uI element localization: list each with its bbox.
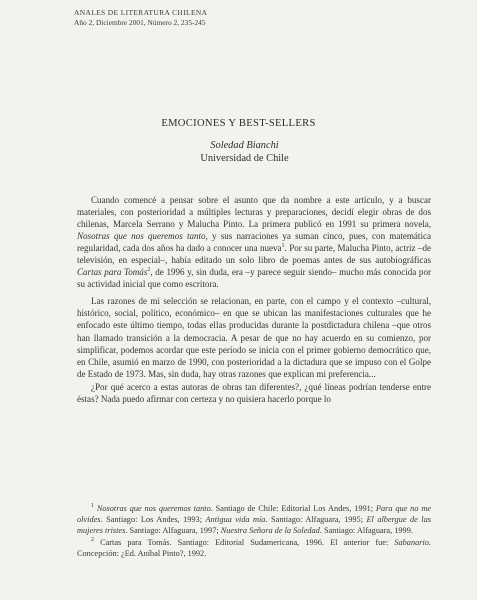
text-run: . Santiago: Alfaguara, 1997;	[125, 526, 221, 536]
running-header	[74, 8, 207, 27]
footnote-number: 2	[91, 536, 94, 543]
text-run: . Concepción: ¿Ed. Aníbal Pinto?, 1992.	[77, 537, 431, 558]
journal-name: ANALES DE LITERATURA CHILENA	[74, 8, 208, 17]
text-run: Cuando comencé a pensar sobre el asunto que da nombre a este artículo, y a buscar materiales, con posterioridad a múltiples lecturas y preparaciones, decidí elegir obras de dos chilenas, Marcela Serrano y Malucha Pinto. La primera publicó en 1991 su primera novela,	[77, 195, 431, 230]
text-run: . Por su parte, Malucha Pinto, actriz –de televisión, en especial–, había editado un solo libro de poemas antes de sus autobiográficas	[77, 243, 431, 266]
article-title: EMOCIONES Y BEST-SELLERS	[161, 118, 316, 129]
italic-title: Cartas para Tomás	[77, 267, 148, 278]
italic-title: Nosotras que nos queremos tanto	[77, 231, 206, 242]
italic-title: Antigua vida mía	[205, 515, 266, 525]
footnote-number: 1	[91, 503, 94, 510]
text-run: . Santiago de Chile: Editorial Los Andes, 1991;	[210, 504, 376, 513]
footnote-ref-2[interactable]: 2	[147, 267, 151, 274]
issue-info: Año 2, Diciembre 2001, Número 2, 235-245	[74, 17, 206, 27]
text-run: . Santiago: Alfaguara, 1999.	[319, 526, 413, 536]
footnote-ref-1[interactable]: 1	[281, 243, 285, 250]
article-author: Soledad Bianchi	[210, 140, 279, 151]
italic-title: Nuestra Señora de la Soledad	[220, 526, 320, 536]
author-affiliation: Universidad de Chile	[200, 153, 289, 164]
footnote-2	[77, 537, 431, 559]
footnotes	[77, 503, 431, 559]
italic-title: El albergue de las mujeres tristes	[77, 515, 431, 536]
paragraph-1	[77, 194, 431, 290]
article-body	[77, 194, 431, 406]
paragraph-2: Las razones de mi selección se relacionan, en parte, con el campo y el contexto –cultural, histórico, social, político, económico– en que se ubican las manifestaciones culturales que he enfocado este último tiempo, todas ellas producidas durante la postdictadura chilena –que otros han llamado transición a la democracia. A pesar de que no hay acuerdo en su comienzo, por simplificar, podemos acordar que este período se inicia con el primer gobierno democrático que, en Chile, asumió en marzo de 1990, con posterioridad a la dictadura que se impuso con el Golpe de Estado de 1973. Mas, sin duda, hay otras razones que explican mi preferencia...	[77, 296, 431, 379]
text-run: . Santiago: Los Andes, 1993;	[100, 515, 206, 525]
italic-title: Nosotras que nos queremos tanto	[96, 504, 211, 513]
text-run: Cartas para Tomás. Santiago: Editorial Sudamericana, 1996. El anterior fue:	[100, 537, 395, 547]
text-run: . Santiago: Alfaguara, 1995;	[265, 515, 367, 525]
italic-title: Para que no me olvides	[77, 504, 432, 525]
footnote-1	[77, 503, 431, 537]
text-run: , y sus narraciones ya suman cinco, pues, con matemática regularidad, cada dos años ha dado a conocer una nueva	[77, 231, 431, 254]
text-run: , de 1996 y, sin duda, era –y parece seguir siendo– mucho más conocida por su actividad inicial que como escritora.	[77, 267, 431, 290]
paragraph-3: ¿Por qué acerco a estas autoras de obras tan diferentes?, ¿qué líneas podrían tenderse entre éstas? Nada puedo afirmar con certeza y no quisiera hacerlo porque lo	[77, 381, 431, 404]
italic-title: Sabanario	[394, 537, 429, 547]
